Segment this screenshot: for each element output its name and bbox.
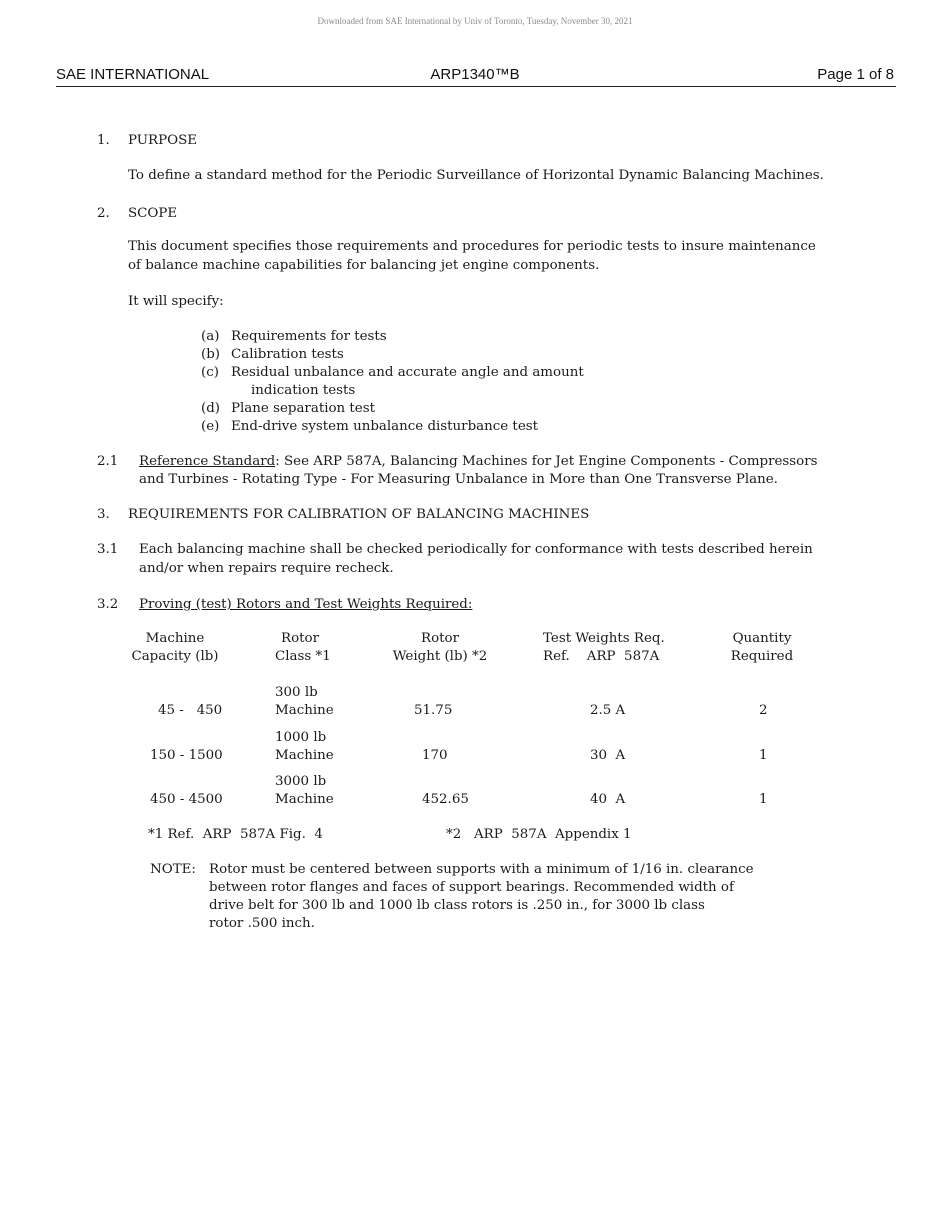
- list-item-label-a: (a): [201, 329, 220, 344]
- note-line-2: between rotor flanges and faces of support bearings. Recommended width of: [209, 880, 734, 895]
- list-item-text-c: Residual unbalance and accurate angle and amount: [231, 365, 584, 380]
- reference-standard-label: Reference Standard: [139, 454, 276, 469]
- table-header-line: Weight (lb) *2: [392, 649, 488, 664]
- table-cell-test-weight: 2.5 A: [590, 703, 626, 718]
- table-cell-line: Machine: [275, 748, 334, 763]
- table-header-machine-capacity: [120, 630, 230, 666]
- table-cell-capacity: 45 - 450: [158, 703, 223, 718]
- note-line-1: Rotor must be centered between supports with a minimum of 1/16 in. clearance: [209, 862, 754, 877]
- list-item-label-c: (c): [201, 365, 219, 380]
- section-3-2-heading: Proving (test) Rotors and Test Weights Required:: [139, 597, 473, 612]
- list-item-text-a: Requirements for tests: [231, 329, 387, 344]
- section-2-specify-intro: It will specify:: [128, 294, 224, 309]
- table-cell-line: Machine: [275, 792, 334, 807]
- table-cell-rotor-class: [275, 773, 334, 809]
- table-header-test-weights: [543, 630, 665, 666]
- table-header-line: Test Weights Req.: [543, 631, 665, 646]
- table-header-line: Quantity: [732, 631, 792, 646]
- table-header-line: Machine: [145, 631, 205, 646]
- note-line-4: rotor .500 inch.: [209, 916, 315, 931]
- table-cell-rotor-weight: 170: [422, 748, 448, 763]
- header-publisher: SAE INTERNATIONAL: [56, 66, 210, 83]
- reference-standard-text: : See ARP 587A, Balancing Machines for Jet Engine Components - Compressors: [275, 454, 818, 469]
- table-cell-line: 300 lb: [275, 685, 318, 700]
- table-header-line: Ref. ARP 587A: [543, 649, 660, 664]
- note-line-3: drive belt for 300 lb and 1000 lb class rotors is .250 in., for 3000 lb class: [209, 898, 705, 913]
- table-header-line: Class *1: [275, 649, 331, 664]
- section-2-heading: SCOPE: [128, 206, 178, 221]
- section-3-2-number: 3.2: [97, 597, 119, 612]
- list-item-text-b: Calibration tests: [231, 347, 344, 362]
- header-document-id: ARP1340™B: [430, 66, 520, 83]
- header-rule: [56, 86, 896, 87]
- note-label: NOTE:: [150, 862, 196, 877]
- table-cell-line: 3000 lb: [275, 774, 327, 789]
- table-header-quantity: [722, 630, 802, 666]
- section-2-body-line1: This document specifies those requirements and procedures for periodic tests to insure maintenance: [128, 239, 816, 254]
- section-2-1-line2: and Turbines - Rotating Type - For Measuring Unbalance in More than One Transverse Plane.: [139, 472, 778, 487]
- download-notice: Downloaded from SAE International by Univ of Toronto, Tuesday, November 30, 2021: [317, 16, 633, 26]
- section-1-body: To define a standard method for the Periodic Surveillance of Horizontal Dynamic Balancing Machines.: [128, 168, 824, 183]
- table-header-line: Rotor: [281, 631, 319, 646]
- section-1-heading: PURPOSE: [128, 133, 198, 148]
- list-item-text-d: Plane separation test: [231, 401, 375, 416]
- list-item-label-d: (d): [201, 401, 221, 416]
- table-cell-line: 1000 lb: [275, 730, 327, 745]
- section-3-1-line2: and/or when repairs require recheck.: [139, 561, 394, 576]
- header-page-number: Page 1 of 8: [817, 66, 894, 83]
- table-cell-rotor-weight: 51.75: [414, 703, 453, 718]
- table-cell-rotor-class: [275, 684, 334, 720]
- list-item-label-e: (e): [201, 419, 220, 434]
- table-header-line: Required: [730, 649, 794, 664]
- section-1-number: 1.: [97, 133, 110, 148]
- table-cell-capacity: 150 - 1500: [150, 748, 223, 763]
- list-item-label-b: (b): [201, 347, 221, 362]
- section-3-heading: REQUIREMENTS FOR CALIBRATION OF BALANCING MACHINES: [128, 507, 590, 522]
- table-cell-test-weight: 30 A: [590, 748, 626, 763]
- list-item-text-c-cont: indication tests: [251, 383, 356, 398]
- section-3-1-line1: Each balancing machine shall be checked periodically for conformance with tests described herein: [139, 542, 813, 557]
- table-cell-quantity: 1: [759, 748, 768, 763]
- table-header-line: Rotor: [421, 631, 459, 646]
- table-cell-capacity: 450 - 4500: [150, 792, 223, 807]
- table-footnote-2: *2 ARP 587A Appendix 1: [446, 827, 632, 842]
- section-2-1-line1: [139, 453, 818, 471]
- table-cell-rotor-class: [275, 729, 334, 765]
- section-2-body-line2: of balance machine capabilities for balancing jet engine components.: [128, 258, 600, 273]
- table-header-rotor-weight: [385, 630, 495, 666]
- table-cell-rotor-weight: 452.65: [422, 792, 469, 807]
- table-cell-quantity: 1: [759, 792, 768, 807]
- table-header-rotor-class: [275, 630, 331, 666]
- table-cell-line: Machine: [275, 703, 334, 718]
- section-3-number: 3.: [97, 507, 110, 522]
- section-3-1-number: 3.1: [97, 542, 119, 557]
- list-item-text-e: End-drive system unbalance disturbance test: [231, 419, 538, 434]
- table-footnote-1: *1 Ref. ARP 587A Fig. 4: [148, 827, 323, 842]
- section-2-1-number: 2.1: [97, 454, 119, 469]
- table-cell-quantity: 2: [759, 703, 768, 718]
- section-2-number: 2.: [97, 206, 110, 221]
- table-header-line: Capacity (lb): [131, 649, 219, 664]
- table-cell-test-weight: 40 A: [590, 792, 626, 807]
